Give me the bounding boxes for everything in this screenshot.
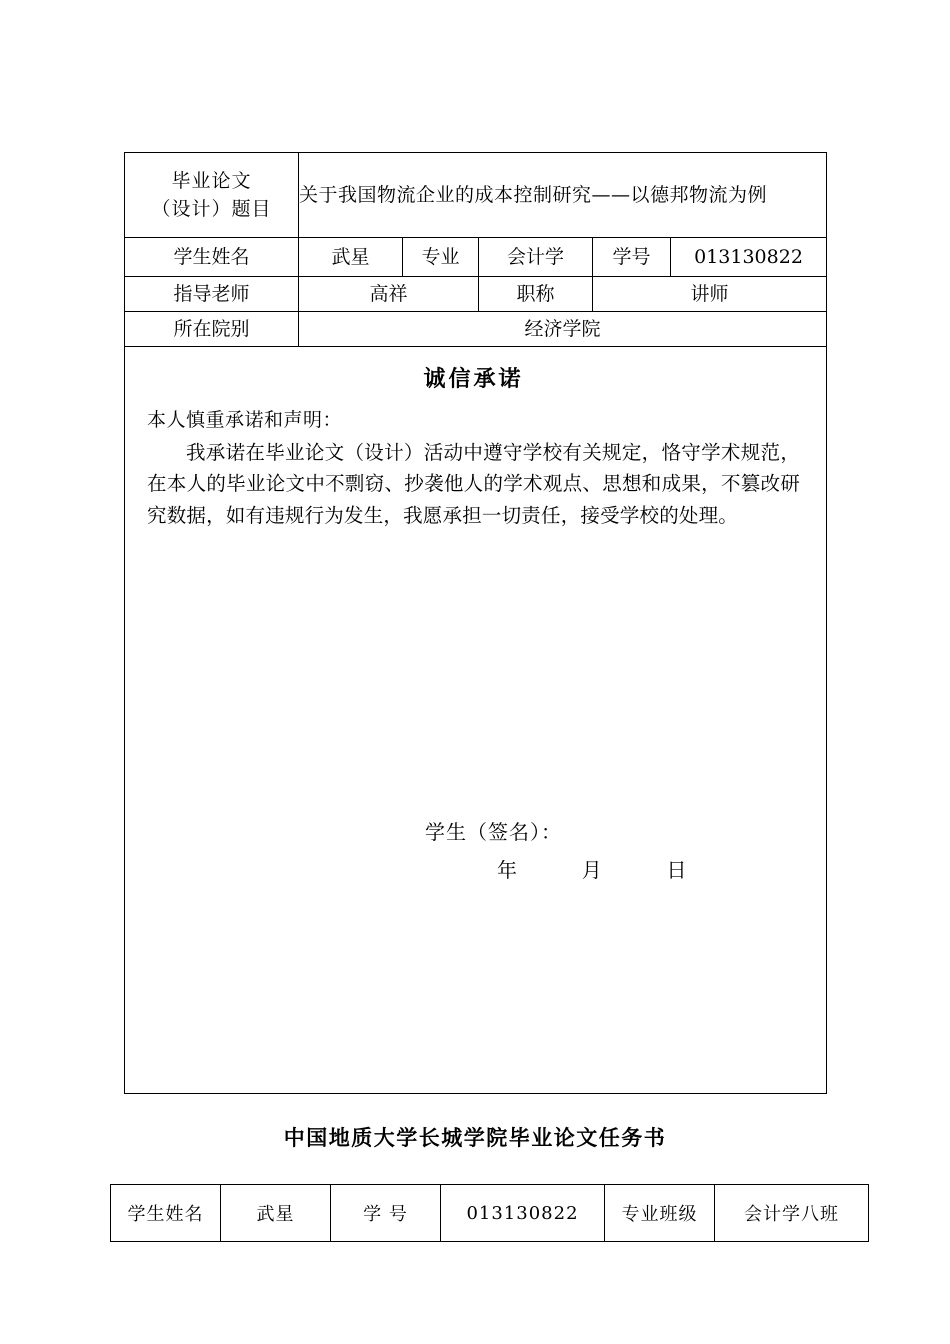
student-id-label: 学号 bbox=[593, 238, 671, 277]
task-student-name-value: 武星 bbox=[221, 1185, 331, 1242]
student-name-label: 学生姓名 bbox=[125, 238, 299, 277]
major-label: 专业 bbox=[403, 238, 479, 277]
signature-date-line bbox=[425, 855, 688, 885]
advisor-label: 指导老师 bbox=[125, 277, 299, 312]
task-info-table bbox=[110, 1184, 869, 1242]
thesis-title-label-line2: （设计）题目 bbox=[151, 198, 272, 220]
advisor-title-value: 讲师 bbox=[593, 277, 827, 312]
college-value: 经济学院 bbox=[299, 312, 827, 347]
thesis-title-value: 关于我国物流企业的成本控制研究——以德邦物流为例 bbox=[299, 153, 827, 238]
student-id-value: 013130822 bbox=[671, 238, 827, 277]
pledge-row bbox=[125, 347, 827, 1094]
task-student-name-label: 学生姓名 bbox=[111, 1185, 221, 1242]
advisor-value: 高祥 bbox=[299, 277, 479, 312]
pledge-body: 我承诺在毕业论文（设计）活动中遵守学校有关规定，恪守学术规范，在本人的毕业论文中不剽窃、抄袭他人的学术观点、思想和成果，不篡改研究数据，如有违规行为发生，我愿承担一切责任，接受学校的处理。 bbox=[147, 440, 801, 527]
task-student-id-value: 013130822 bbox=[441, 1185, 605, 1242]
task-book-heading: 中国地质大学长城学院毕业论文任务书 bbox=[283, 1126, 667, 1150]
thesis-title-label-line1: 毕业论文 bbox=[171, 169, 252, 192]
thesis-title-row bbox=[125, 153, 827, 238]
task-class-value: 会计学八班 bbox=[715, 1185, 869, 1242]
college-label: 所在院别 bbox=[125, 312, 299, 347]
declaration-table bbox=[124, 152, 827, 1094]
advisor-info-row bbox=[125, 277, 827, 312]
advisor-title-label: 职称 bbox=[479, 277, 593, 312]
student-name-value: 武星 bbox=[299, 238, 403, 277]
date-month-label: 月 bbox=[581, 858, 604, 882]
task-class-label: 专业班级 bbox=[605, 1185, 715, 1242]
student-info-row bbox=[125, 238, 827, 277]
table-row bbox=[111, 1185, 869, 1242]
pledge-heading: 诚信承诺 bbox=[423, 367, 524, 392]
date-day-label: 日 bbox=[666, 858, 689, 882]
signature-block bbox=[425, 817, 688, 885]
college-info-row bbox=[125, 312, 827, 347]
pledge-cell bbox=[125, 347, 827, 1094]
thesis-title-label bbox=[125, 153, 299, 238]
date-year-label: 年 bbox=[497, 858, 519, 882]
signature-label: 学生（签名）： bbox=[425, 820, 562, 844]
major-value: 会计学 bbox=[479, 238, 593, 277]
task-student-id-label: 学 号 bbox=[331, 1185, 441, 1242]
pledge-lead: 本人慎重承诺和声明： bbox=[147, 409, 343, 431]
